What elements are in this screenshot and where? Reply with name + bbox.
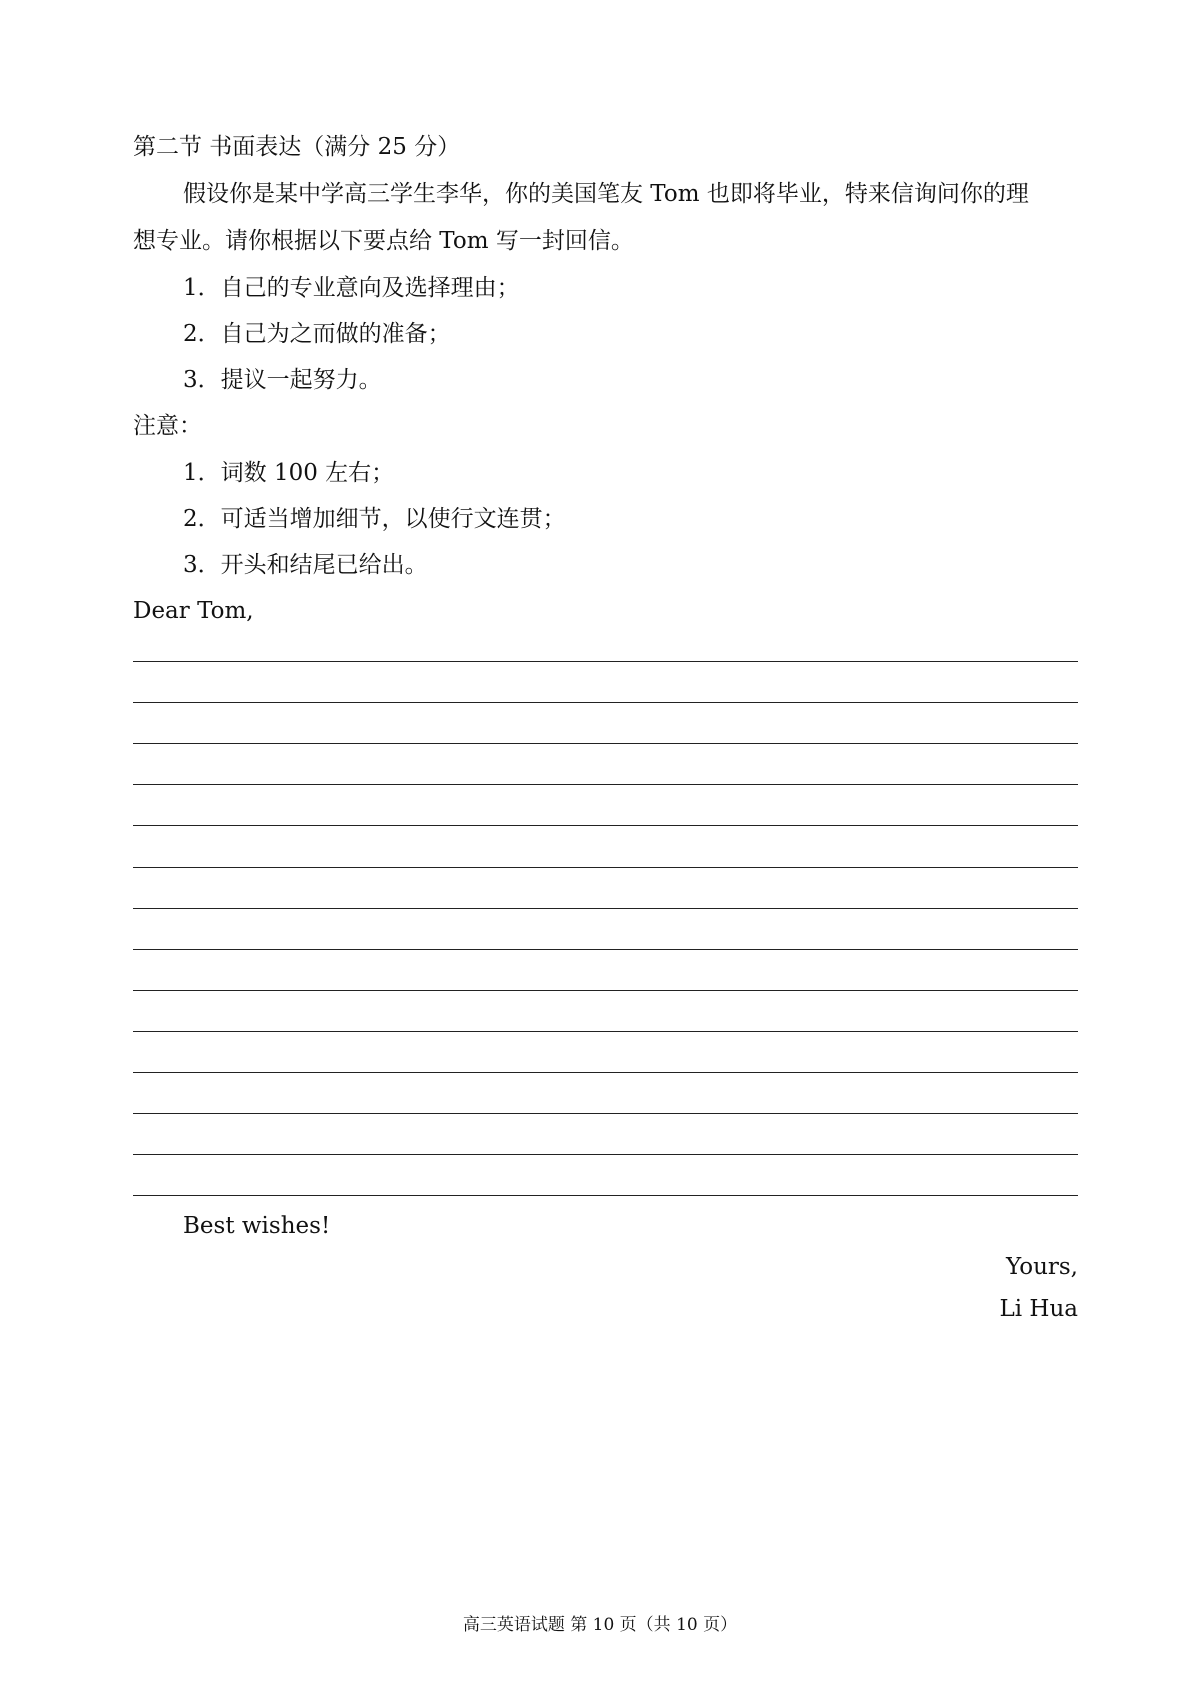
answer-line[interactable] <box>133 1113 1078 1114</box>
letter-closing: Best wishes! <box>183 1213 331 1239</box>
answer-line[interactable] <box>133 702 1078 703</box>
note-item-3: 3．开头和结尾已给出。 <box>183 552 428 578</box>
letter-signoff: Yours, <box>1006 1254 1078 1280</box>
answer-line[interactable] <box>133 1195 1078 1196</box>
answer-line[interactable] <box>133 1154 1078 1155</box>
answer-line[interactable] <box>133 867 1078 868</box>
letter-signature: Li Hua <box>999 1296 1078 1322</box>
answer-line[interactable] <box>133 949 1078 950</box>
answer-line[interactable] <box>133 661 1078 662</box>
point-item-3: 3．提议一起努力。 <box>183 367 382 393</box>
answer-line[interactable] <box>133 990 1078 991</box>
point-item-1: 1．自己的专业意向及选择理由； <box>183 275 520 301</box>
answer-line[interactable] <box>133 743 1078 744</box>
letter-greeting: Dear Tom, <box>133 598 254 624</box>
prompt-line-2: 想专业。请你根据以下要点给 Tom 写一封回信。 <box>133 228 634 254</box>
answer-line[interactable] <box>133 825 1078 826</box>
note-item-1: 1．词数 100 左右； <box>183 460 395 486</box>
answer-line[interactable] <box>133 1072 1078 1073</box>
answer-line[interactable] <box>133 908 1078 909</box>
point-item-2: 2．自己为之而做的准备； <box>183 321 451 347</box>
answer-line[interactable] <box>133 1031 1078 1032</box>
section-heading: 第二节 书面表达（满分 25 分） <box>133 134 461 160</box>
note-item-2: 2．可适当增加细节，以使行文连贯； <box>183 506 566 532</box>
answer-line[interactable] <box>133 784 1078 785</box>
notes-label: 注意： <box>133 413 202 439</box>
page-footer: 高三英语试题 第 10 页（共 10 页） <box>462 1615 738 1635</box>
prompt-line-1: 假设你是某中学高三学生李华，你的美国笔友 Tom 也即将毕业，特来信询问你的理 <box>183 181 1029 207</box>
